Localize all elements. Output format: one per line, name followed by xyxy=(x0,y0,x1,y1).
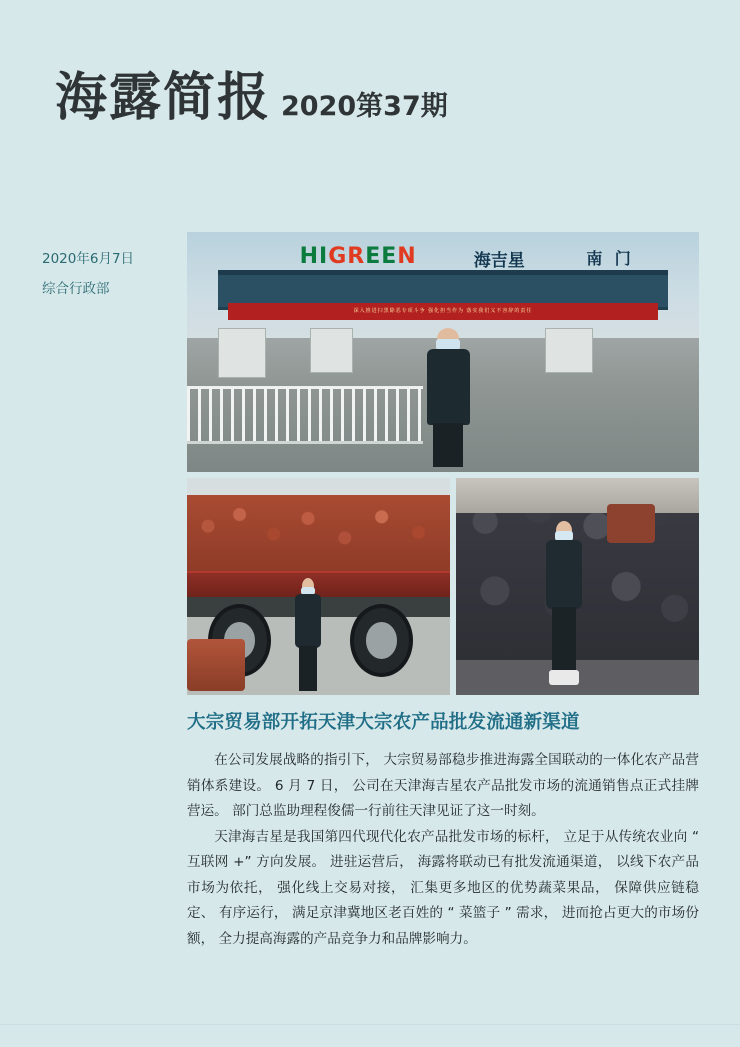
person-at-truck xyxy=(292,578,324,691)
white-fence xyxy=(187,386,423,445)
guard-booth-right xyxy=(545,328,593,373)
page-bottom-edge xyxy=(0,1024,740,1047)
higreen-logo: HIGREEN xyxy=(299,244,417,269)
issue-number: 2020第37期 xyxy=(281,91,448,122)
person-body xyxy=(427,349,470,426)
article-headline: 大宗贸易部开拓天津大宗农产品批发流通新渠道 xyxy=(187,712,580,733)
masthead xyxy=(55,55,448,130)
article-paragraph-1: 在公司发展战略的指引下， 大宗贸易部稳步推进海露全国联动的一体化农产品营销体系建设。 6 月 7 日， 公司在天津海吉星农产品批发市场的流通销售点正式挂牌营运。 部门总监助理程俊儒一行前往天津见证了这一时刻。 xyxy=(187,752,699,819)
person-at-gate xyxy=(423,328,474,467)
guard-booth-left xyxy=(218,328,266,378)
department-name: 综合行政部 xyxy=(42,281,110,297)
meta-block xyxy=(42,244,177,304)
person-legs xyxy=(552,607,577,673)
red-sack-stack xyxy=(607,504,656,543)
truck-wheel-rear xyxy=(350,604,413,677)
onion-sacks xyxy=(187,639,245,691)
publish-date: 2020年6月7日 xyxy=(42,251,135,267)
publication-title: 海露简报 xyxy=(55,68,272,128)
wheel-hub xyxy=(366,622,397,658)
article-paragraph-2: 天津海吉星是我国第四代现代化农产品批发市场的标杆， 立足于从传统农业向 “ 互联网 +” 方向发展。 进驻运营后， 海露将联动已有批发流通渠道， 以线下农产品市场为依托， 强化线上交易对接， 汇集更多地区的优势蔬菜果品， 保障供应链稳定、 有序运行， 满足京津冀地区老百姓的 “ 菜篮子 ” 需求， 进而抢占更大的市场份额， 全力提高海露的产品竞争力和品牌影响力。 xyxy=(187,828,699,947)
higreen-chinese-label: 海吉星 xyxy=(473,251,525,271)
guard-booth-mid xyxy=(310,328,353,373)
onion-pile xyxy=(187,495,450,573)
person-legs xyxy=(433,423,464,468)
gate-label: 南 门 xyxy=(586,251,635,269)
photo-market-gate xyxy=(187,232,699,472)
photo-onion-truck xyxy=(187,478,450,695)
article-body xyxy=(187,748,699,952)
person-body xyxy=(546,540,582,609)
warehouse-wall xyxy=(456,478,699,513)
person-at-sacks xyxy=(543,521,584,686)
person-body xyxy=(295,594,321,648)
gate-banner-text: 深入推进扫黑除恶专项斗争 强化担当作为 落实我们义不容辞的责任 xyxy=(228,303,658,320)
gate-canopy xyxy=(218,270,669,306)
person-legs xyxy=(299,646,317,691)
photo-potato-sacks xyxy=(456,478,699,695)
person-shoes xyxy=(549,670,579,685)
